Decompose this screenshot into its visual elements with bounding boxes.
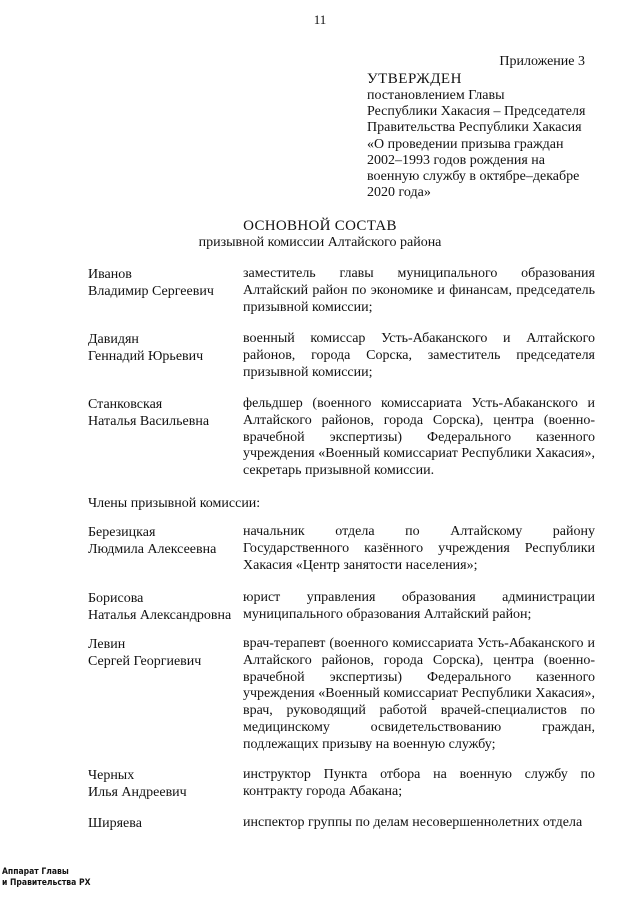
person-surname: Станковская: [88, 397, 163, 412]
person-given-name: Геннадий Юрьевич: [88, 349, 204, 364]
person-surname: Ширяева: [88, 816, 142, 831]
person-surname: Давидян: [88, 332, 139, 347]
person-name: [88, 524, 238, 558]
person-given-name: Илья Андреевич: [88, 785, 187, 800]
person-role: фельдшер (военного комиссариата Усть-Абаканского и Алтайского районов, города Сорска), центра (военно-врачебной экспертизы) Федерального казенного учреждения «Военный комиссариат Республики Хакасия», секретарь призывной комиссии.: [243, 396, 595, 479]
person-name: [88, 767, 238, 801]
appendix-label: Приложение 3: [499, 54, 585, 69]
person-name: [88, 815, 238, 832]
office-stamp: [2, 867, 90, 889]
person-role: юрист управления образования администрации муниципального образования Алтайский район;: [243, 590, 595, 622]
approval-line: 2020 года»: [367, 185, 431, 201]
person-given-name: Людмила Алексеевна: [88, 542, 217, 557]
approval-line: военную службу в октябре–декабре: [367, 169, 580, 185]
approval-block: [367, 70, 627, 201]
stamp-line: Аппарат Главы: [2, 867, 69, 877]
document-title: ОСНОВНОЙ СОСТАВ: [243, 218, 397, 234]
person-surname: Левин: [88, 637, 126, 652]
approval-line: Республики Хакасия – Председателя: [367, 104, 586, 120]
approval-heading: УТВЕРЖДЕН: [367, 71, 462, 87]
person-role: врач-терапевт (военного комиссариата Усть-Абаканского и Алтайского районов, города Сорска), центра (военно-врачебной экспертизы) Федерального казенного учреждения «Военный комиссариат Республики Хакасия», врач, руководящий работой врачей-специалистов по медицинскому освидетельствованию граждан, подлежащих призыву на военную службу;: [243, 636, 595, 752]
approval-line: 2002–1993 годов рождения на: [367, 152, 546, 168]
approval-line: Правительства Республики Хакасия: [367, 120, 582, 136]
members-heading: Члены призывной комиссии:: [88, 496, 261, 511]
person-given-name: Наталья Васильевна: [88, 414, 210, 429]
approval-line: постановлением Главы: [367, 88, 505, 103]
document-subtitle: призывной комиссии Алтайского района: [198, 235, 442, 250]
approval-line: «О проведении призыва граждан: [367, 136, 564, 152]
person-role: заместитель главы муниципального образования Алтайский район по экономике и финансам, председатель призывной комиссии;: [243, 266, 595, 315]
person-given-name: Владимир Сергеевич: [88, 284, 214, 299]
person-role: военный комиссар Усть-Абаканского и Алтайского районов, города Сорска, заместитель председателя призывной комиссии;: [243, 331, 595, 380]
person-role: инструктор Пункта отбора на военную службу по контракту города Абакана;: [243, 767, 595, 799]
person-name: [88, 331, 238, 365]
person-surname: Иванов: [88, 267, 132, 282]
person-name: [88, 590, 238, 624]
person-surname: Черных: [88, 768, 135, 783]
person-role: начальник отдела по Алтайскому району Государственного казённого учреждения Республики Хакасия «Центр занятости населения»;: [243, 524, 595, 573]
person-given-name: Наталья Александровна: [88, 608, 232, 623]
person-given-name: Сергей Георгиевич: [88, 654, 202, 669]
person-name: [88, 636, 238, 670]
page-number: 11: [313, 12, 327, 27]
stamp-line: и Правительства РХ: [2, 878, 91, 888]
person-role: инспектор группы по делам несовершеннолетних отдела: [243, 815, 583, 830]
person-name: [88, 396, 238, 430]
person-surname: Березицкая: [88, 525, 156, 540]
person-name: [88, 266, 238, 300]
person-surname: Борисова: [88, 591, 144, 606]
